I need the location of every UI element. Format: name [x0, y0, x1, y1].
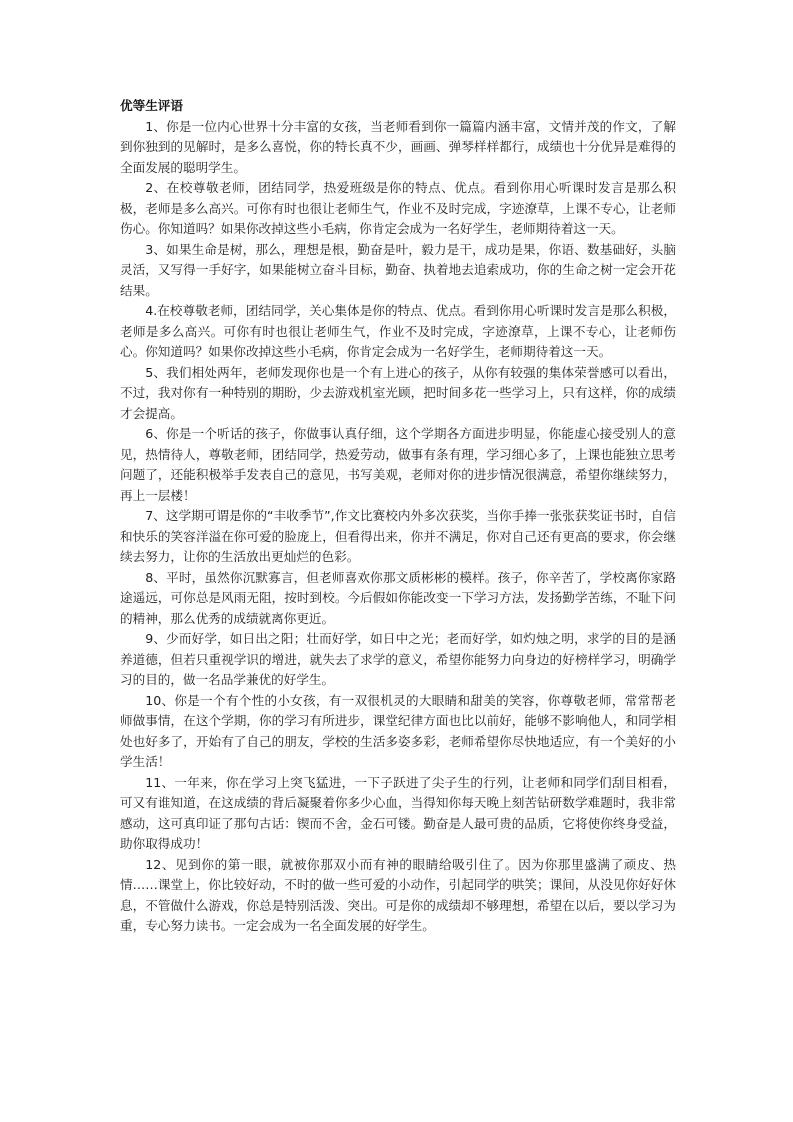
document-page	[120, 96, 676, 937]
document-title: 优等生评语	[120, 98, 183, 113]
comment-paragraph-8: 8、平时，虽然你沉默寡言，但老师喜欢你那文质彬彬的模样。孩子，你辛苦了，学校离你家路途遥远，可你总是风雨无阻，按时到校。今后假如你能改变一下学习方法，发扬勤学苦练，不耻下问的精神，那么优秀的成绩就离你更近。	[120, 569, 676, 626]
comment-paragraph-7: 7、这学期可谓是你的“丰收季节”,作文比赛校内外多次获奖，当你手捧一张张获奖证书时，自信和快乐的笑容洋溢在你可爱的脸庞上，但看得出来，你并不满足，你对自己还有更高的要求，你会继续去努力，让你的生活放出更灿烂的色彩。	[120, 508, 676, 564]
comment-paragraph-4: 4.在校尊敬老师，团结同学，关心集体是你的特点、优点。看到你用心听课时发言是那么积极，老师是多么高兴。可你有时也很让老师生气，作业不及时完成，字迹潦草，上课不专心，让老师伤心。你知道吗？如果你改掉这些小毛病，你肯定会成为一名好学生，老师期待着这一天。	[120, 303, 676, 359]
comment-paragraph-6: 6、你是一个听话的孩子，你做事认真仔细，这个学期各方面进步明显，你能虚心接受别人的意见，热情待人，尊敬老师，团结同学，热爱劳动，做事有条有理，学习细心多了，上课也能独立思考问题了，还能积极举手发表自己的意见，书写美观，老师对你的进步情况很满意，希望你继续努力，再上一层楼！	[120, 426, 676, 503]
comment-paragraph-9: 9、少而好学，如日出之阳；壮而好学，如日中之光；老而好学，如灼烛之明，求学的目的是涵养道德，但若只重视学识的增进，就失去了求学的意义，希望你能努力向身边的好榜样学习，明确学习的目的，做一名品学兼优的好学生。	[120, 631, 676, 687]
comment-paragraph-10: 10、你是一个有个性的小女孩，有一双很机灵的大眼睛和甜美的笑容，你尊敬老师，常常帮老师做事情，在这个学期，你的学习有所进步，课堂纪律方面也比以前好，能够不影响他人，和同学相处也好多了，开始有了自己的朋友，学校的生活多姿多彩，老师希望你尽快地适应，有一个美好的小学生活！	[120, 692, 676, 769]
comment-paragraph-5: 5、我们相处两年，老师发现你也是一个有上进心的孩子，从你有较强的集体荣誉感可以看出，不过，我对你有一种特别的期盼，少去游戏机室光顾，把时间多花一些学习上，只有这样，你的成绩才会提高。	[120, 364, 676, 421]
comment-paragraph-3: 3、如果生命是树，那么，理想是根，勤奋是叶，毅力是干，成功是果，你语、数基础好，头脑灵活，又写得一手好字，如果能树立奋斗目标，勤奋、执着地去追索成功，你的生命之树一定会开花结果。	[120, 241, 676, 298]
comment-paragraph-2: 2、在校尊敬老师，团结同学，热爱班级是你的特点、优点。看到你用心听课时发言是那么积极，老师是多么高兴。可你有时也很让老师生气，作业不及时完成，字迹潦草，上课不专心，让老师伤心。你知道吗？如果你改掉这些小毛病，你肯定会成为一名好学生，老师期待着这一天。	[120, 180, 676, 236]
comment-paragraph-1: 1、你是一位内心世界十分丰富的女孩，当老师看到你一篇篇内涵丰富，文情并茂的作文，了解到你独到的见解时，是多么喜悦，你的特长真不少，画画、弹琴样样都行，成绩也十分优异是难得的全面发展的聪明学生。	[120, 118, 676, 175]
comment-paragraph-11: 11、一年来，你在学习上突飞猛进，一下子跃进了尖子生的行列，让老师和同学们刮目相看，可又有谁知道，在这成绩的背后凝聚着你多少心血，当得知你每天晚上刻苦钻研数学难题时，我非常感动，这可真印证了那句古话：锲而不舍，金石可镂。勤奋是人最可贵的品质，它将使你终身受益，助你取得成功！	[120, 774, 676, 851]
comment-paragraph-12: 12、见到你的第一眼，就被你那双小而有神的眼睛给吸引住了。因为你那里盛满了顽皮、热情……课堂上，你比较好动，不时的做一些可爱的小动作，引起同学的哄笑；课间，从没见你好好休息，不管做什么游戏，你总是特别活泼、突出。可是你的成绩却不够理想，希望在以后，要以学习为重，专心努力读书。一定会成为一名全面发展的好学生。	[120, 856, 676, 933]
